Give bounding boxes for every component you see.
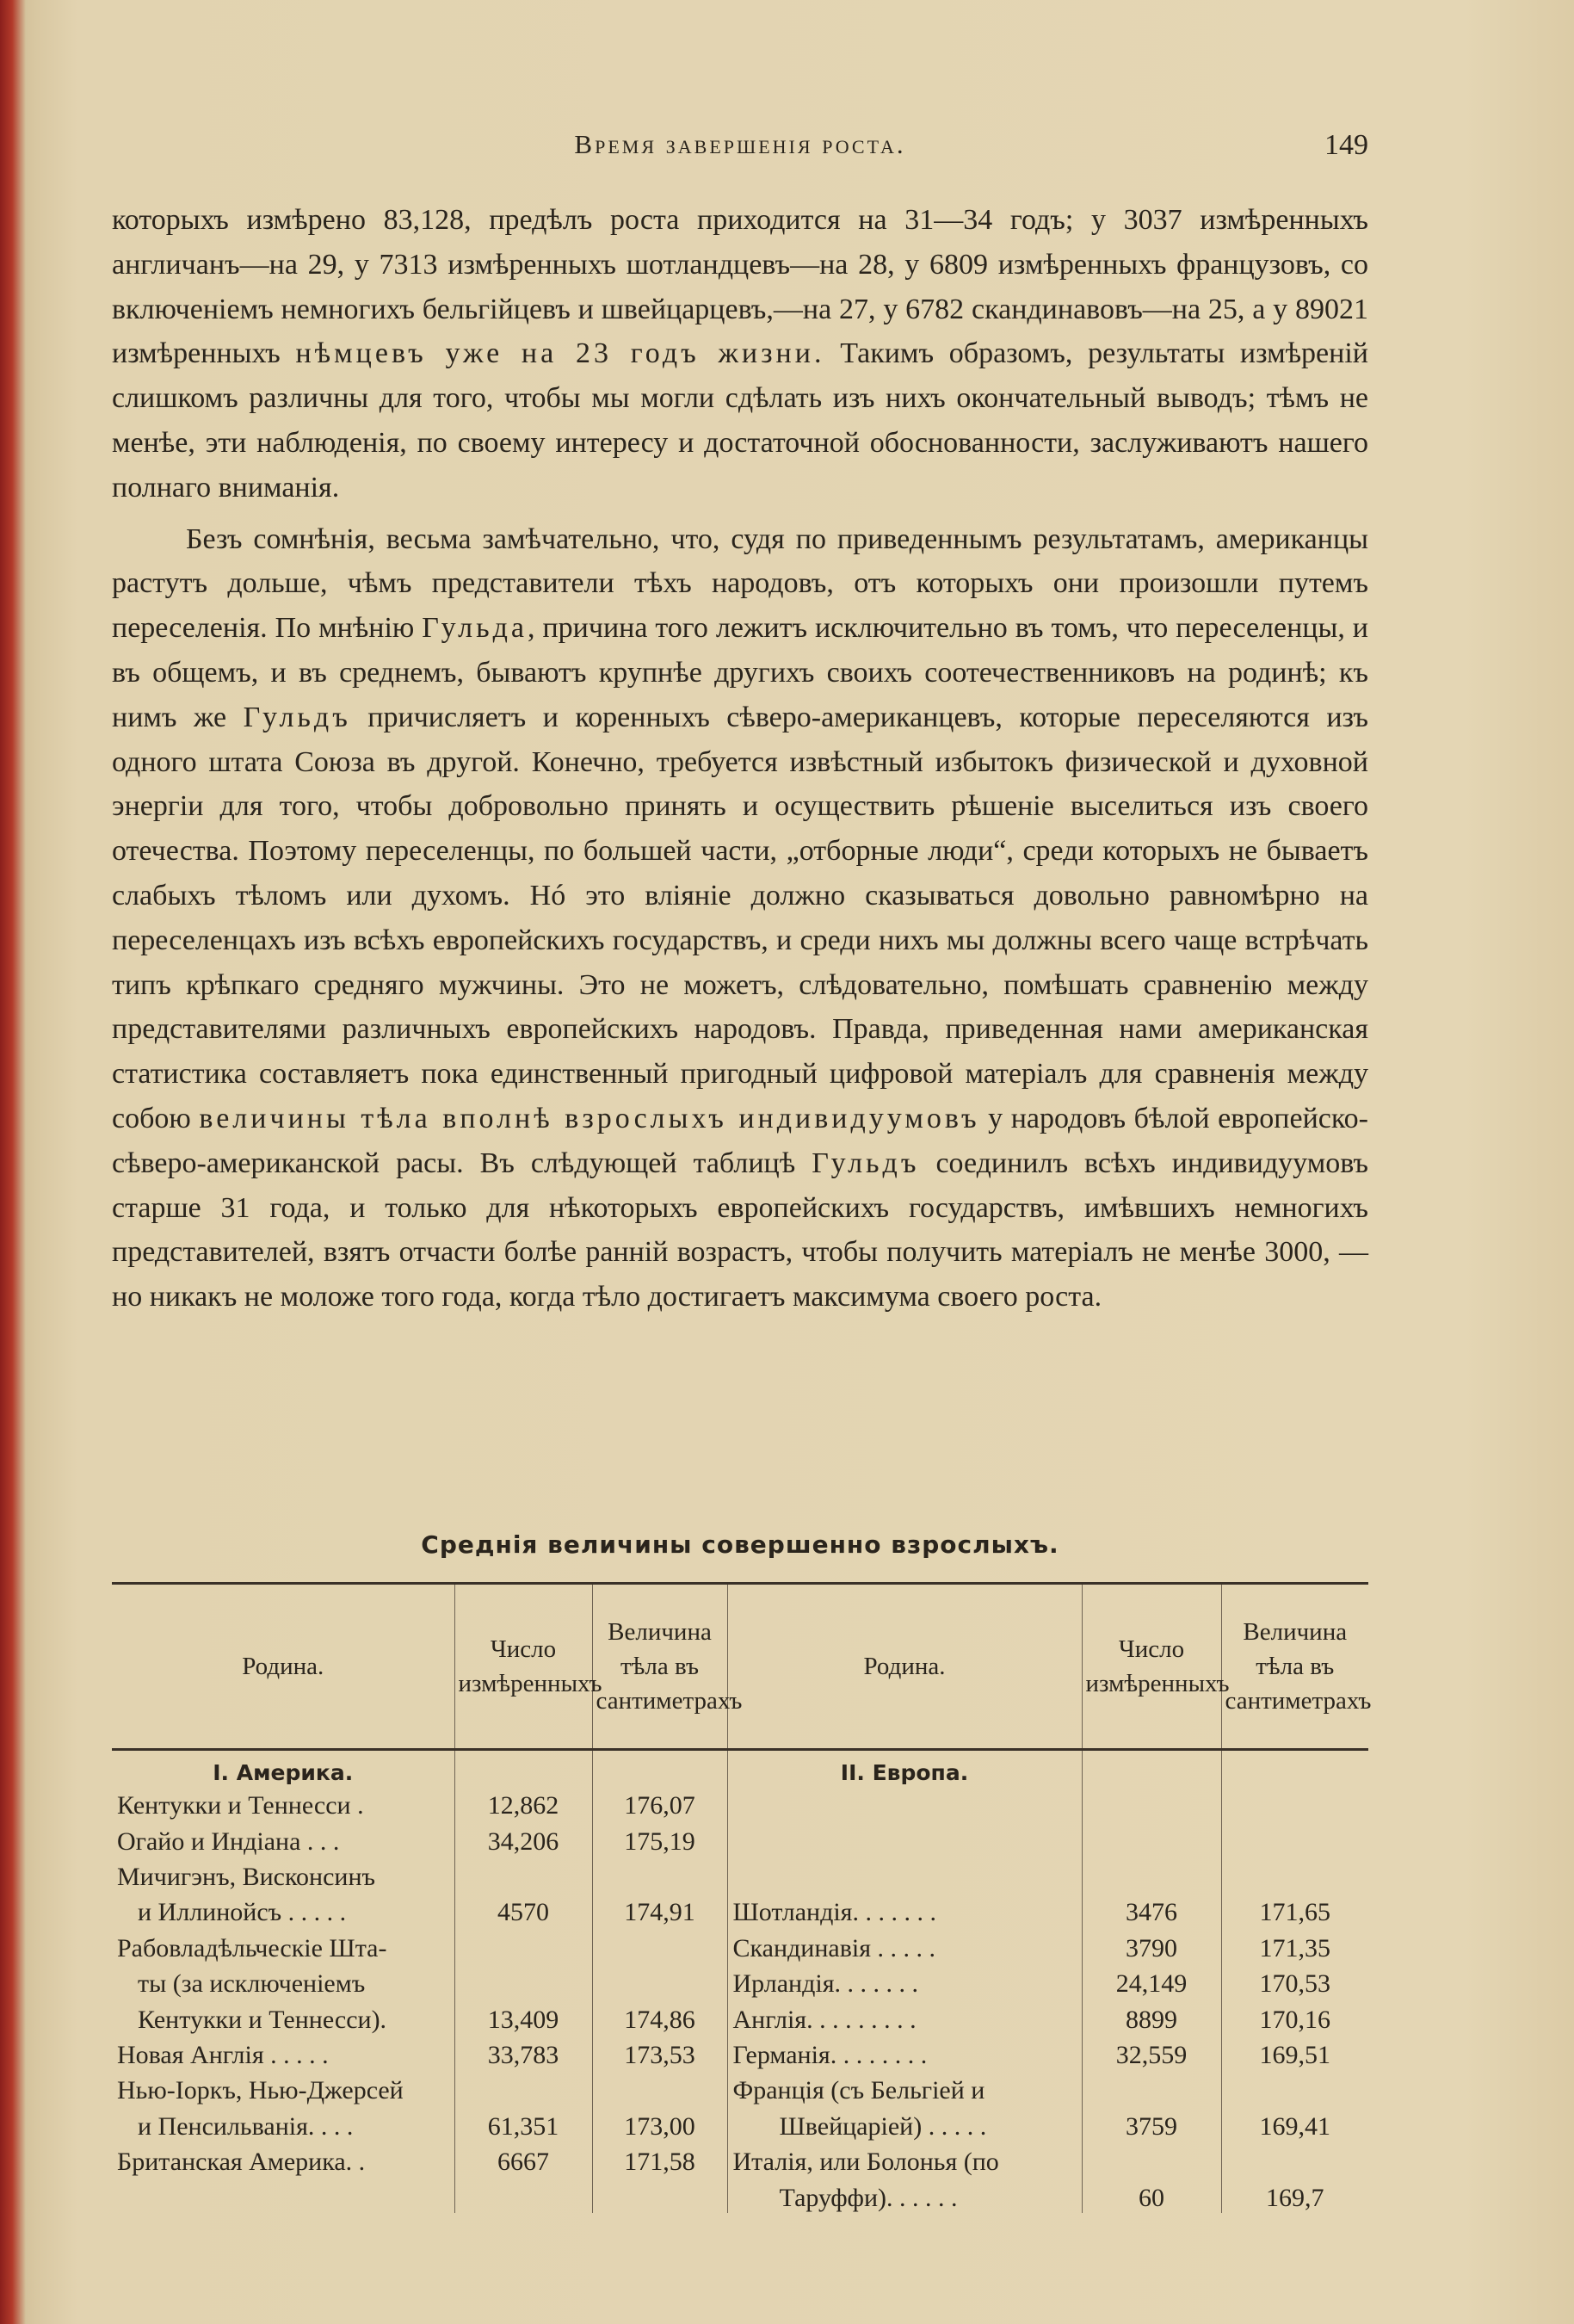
author-name-3: Гульдъ <box>812 1147 920 1179</box>
author-name-1: Гульда <box>422 612 528 645</box>
table-title: Среднія величины совершенно взрослыхъ. <box>421 1530 1059 1559</box>
table-row <box>112 1820 1368 1856</box>
america-count-cell: 33,783 <box>454 2035 592 2070</box>
america-size-cell: 173,00 <box>592 2105 727 2141</box>
europe-count-cell <box>1082 2070 1221 2105</box>
america-country-cell: и Пенсильванія. . . . <box>112 2105 454 2141</box>
america-count-cell: 12,862 <box>454 1785 592 1820</box>
paragraph-2-part4: у народовъ бѣлой европейско-сѣверо-американской расы. Въ слѣдующей таблицѣ <box>112 1102 1368 1179</box>
america-size-cell: 176,07 <box>592 1785 727 1820</box>
header-count-america: Число измѣренныхъ <box>454 1584 592 1750</box>
europe-country-cell <box>727 1857 1082 1892</box>
europe-size-cell: 169,7 <box>1266 2183 1324 2212</box>
europe-size-cell <box>1221 1785 1368 1820</box>
table-row <box>112 1927 1368 1962</box>
europe-size-cell: 171,65 <box>1259 1898 1330 1927</box>
book-binding-edge <box>0 0 26 2324</box>
header-country-europe: Родина. <box>727 1584 1082 1750</box>
table-row <box>112 2105 1368 2141</box>
europe-count-cell: 3790 <box>1082 1927 1221 1962</box>
europe-country-cell: Ирландія. . . . . . . <box>727 1963 1082 1999</box>
america-size-cell <box>592 1963 727 1999</box>
section-heading-europe: II. Европа. <box>727 1750 1082 1785</box>
america-country-cell: Новая Англія . . . . . <box>112 2035 454 2070</box>
america-count-cell <box>454 1857 592 1892</box>
table-header-row <box>112 1584 1368 1750</box>
america-count-cell <box>454 1963 592 1999</box>
europe-size-cell: 170,53 <box>1259 1969 1330 1999</box>
paragraph-2-part1: Безъ сомнѣнія, весьма замѣчательно, что, судя по приведеннымъ результатамъ, американцы растутъ дольше, чѣмъ представители тѣхъ народовъ, отъ которыхъ они произошли путемъ переселенія. По мнѣнію <box>112 522 1368 645</box>
paragraph-2-part2: , причина того лежитъ исключительно въ томъ, что переселенцы, и въ общемъ, и въ среднемъ, бываютъ крупнѣе другихъ своихъ соотечественниковъ на родинѣ; къ нимъ же <box>112 612 1368 733</box>
body-text <box>112 198 1368 1320</box>
america-size-cell: 175,19 <box>592 1820 727 1856</box>
america-count-cell: 6667 <box>454 2142 592 2177</box>
section-heading-america: I. Америка. <box>112 1750 454 1785</box>
america-size-cell: 171,58 <box>592 2142 727 2177</box>
page-header <box>112 129 1368 172</box>
america-count-cell: 61,351 <box>454 2105 592 2141</box>
america-country-cell: Кентукки и Теннесси . <box>112 1785 454 1820</box>
europe-country-cell: Шотландія. . . . . . . <box>727 1892 1082 1927</box>
europe-country-cell: Франція (съ Бельгіей и <box>727 2070 1082 2105</box>
europe-count-cell: 32,559 <box>1082 2035 1221 2070</box>
europe-count-cell <box>1082 1785 1221 1820</box>
table-row <box>112 1963 1368 1999</box>
europe-size-cell: 171,35 <box>1259 1933 1330 1962</box>
europe-count-cell: 24,149 <box>1082 1963 1221 1999</box>
europe-size-cell: 169,51 <box>1259 2041 1330 2070</box>
europe-country-cell: Германія. . . . . . . . <box>727 2035 1082 2070</box>
europe-count-cell: 8899 <box>1082 1999 1221 2034</box>
america-size-cell: 173,53 <box>592 2035 727 2070</box>
america-count-cell: 34,206 <box>454 1820 592 1856</box>
paragraph-2-spaced: величины тѣла вполнѣ взрослыхъ индивидуумовъ <box>199 1102 980 1134</box>
america-size-cell <box>592 1927 727 1962</box>
header-country-america: Родина. <box>112 1584 454 1750</box>
america-size-cell <box>592 2177 727 2212</box>
america-count-cell <box>454 2177 592 2212</box>
table-row <box>112 2142 1368 2177</box>
paragraph-2-part5: соединилъ всѣхъ индивидуумовъ старше 31 года, и только для нѣкоторыхъ европейскихъ государствъ, имѣвшихъ немногихъ представителей, взятъ отчасти болѣе ранній возрастъ, чтобы получить матеріалъ не менѣе 3000, — но никакъ не моложе того года, когда тѣло достигаетъ максимума своего роста. <box>112 1147 1369 1313</box>
europe-country-cell: Скандинавія . . . . . <box>727 1927 1082 1962</box>
america-country-cell: Нью-Іоркъ, Нью-Джерсей <box>112 2070 454 2105</box>
america-size-cell: 174,86 <box>592 1999 727 2034</box>
america-country-cell: Британская Америка. . <box>112 2142 454 2177</box>
america-country-cell: и Иллинойсъ . . . . . <box>112 1892 454 1927</box>
paragraph-1-text: которыхъ измѣрено 83,128, предѣлъ роста приходится на 31—34 годъ; у 3037 измѣренныхъ англичанъ—на 29, у 7313 измѣренныхъ шотландцевъ—на 28, у 6809 измѣренныхъ французовъ, со включеніемъ немногихъ бельгійцевъ и швейцарцевъ,—на 27, у 6782 скандинавовъ—на 25, а у 89021 измѣренныхъ <box>112 204 1368 370</box>
table-section-row <box>112 1750 1368 1785</box>
paragraph-1-spaced: нѣмцевъ уже на 23 годъ жизни. <box>295 337 825 370</box>
table-row <box>112 1857 1368 1892</box>
europe-country-cell: Италія, или Болонья (по <box>727 2142 1082 2177</box>
table-row <box>112 1999 1368 2034</box>
america-country-cell: ты (за исключеніемъ <box>112 1963 454 1999</box>
europe-country-cell: Англія. . . . . . . . . <box>727 1999 1082 2034</box>
europe-count-cell: 60 <box>1082 2177 1221 2212</box>
europe-count-cell: 3759 <box>1082 2105 1221 2141</box>
europe-count-cell <box>1082 1857 1221 1892</box>
america-size-cell <box>592 1857 727 1892</box>
paragraph-1 <box>112 198 1368 510</box>
europe-count-cell <box>1082 2142 1221 2177</box>
page-number: 149 <box>1324 129 1368 161</box>
europe-country-cell: Швейцаріей) . . . . . <box>727 2105 1082 2141</box>
header-size-america: Величина тѣла въ сантиметрахъ <box>592 1584 727 1750</box>
america-count-cell: 13,409 <box>454 1999 592 2034</box>
paragraph-2 <box>112 517 1368 1320</box>
paragraph-1-tail: Такимъ образомъ, результаты измѣреній слишкомъ различны для того, чтобы мы могли сдѣлать изъ нихъ окончательный выводъ; тѣмъ не менѣе, эти наблюденія, по своему интересу и достаточной обоснованности, заслуживаютъ нашего полнаго вниманія. <box>112 337 1368 504</box>
europe-size-cell <box>1221 2142 1368 2177</box>
header-count-europe: Число измѣренныхъ <box>1082 1584 1221 1750</box>
table-body <box>112 1750 1368 2213</box>
america-count-cell <box>454 2070 592 2105</box>
europe-size-cell <box>1221 1820 1368 1856</box>
europe-country-cell: Таруффи). . . . . . <box>727 2177 1082 2212</box>
america-count-cell: 4570 <box>454 1892 592 1927</box>
america-size-cell: 174,91 <box>592 1892 727 1927</box>
europe-count-cell <box>1082 1820 1221 1856</box>
height-table <box>112 1582 1372 2213</box>
paragraph-2-part3: причисляетъ и коренныхъ сѣверо-американцевъ, которые переселяются изъ одного штата Союза въ другой. Конечно, требуется извѣстный избытокъ физической и духовной энергіи для того, чтобы добровольно принять и осуществить рѣшеніе выселиться изъ своего отечества. Поэтому переселенцы, по большей части, „отборные люди“, среди которыхъ не бываетъ слабыхъ тѣломъ или духомъ. Нó это вліяніе должно сказываться довольно равномѣрно на переселенцахъ изъ всѣхъ европейскихъ государствъ, и среди нихъ мы должны всего чаще встрѣчать типъ крѣпкаго средняго мужчины. Это не можетъ, слѣдовательно, помѣшать сравненію между представителями различныхъ европейскихъ народовъ. Правда, приведенная нами американская статистика составляетъ пока единственный пригодный цифровой матеріалъ для сравненія между собою <box>112 701 1368 1134</box>
america-size-cell <box>592 2070 727 2105</box>
america-country-cell: Мичигэнъ, Висконсинъ <box>112 1857 454 1892</box>
europe-count-cell: 3476 <box>1082 1892 1221 1927</box>
europe-size-cell: 169,41 <box>1259 2111 1330 2141</box>
america-country-cell: Рабовладѣльческіе Шта- <box>112 1927 454 1962</box>
america-country-cell <box>112 2177 454 2212</box>
europe-country-cell <box>727 1820 1082 1856</box>
header-size-europe: Величина тѣла въ сантиметрахъ <box>1221 1584 1368 1750</box>
america-country-cell: Кентукки и Теннесси). <box>112 1999 454 2034</box>
table-row <box>112 2177 1368 2212</box>
america-count-cell <box>454 1927 592 1962</box>
table-row <box>112 1892 1368 1927</box>
europe-size-cell <box>1221 2070 1368 2105</box>
europe-size-cell <box>1221 1857 1368 1892</box>
running-title: Время завершенія роста. <box>574 129 906 159</box>
author-name-2: Гульдъ <box>243 701 351 733</box>
table-row <box>112 2070 1368 2105</box>
europe-size-cell: 170,16 <box>1259 2005 1330 2034</box>
table-row <box>112 1785 1368 1820</box>
america-country-cell: Огайо и Индіана . . . <box>112 1820 454 1856</box>
table-row <box>112 2035 1368 2070</box>
europe-country-cell <box>727 1785 1082 1820</box>
